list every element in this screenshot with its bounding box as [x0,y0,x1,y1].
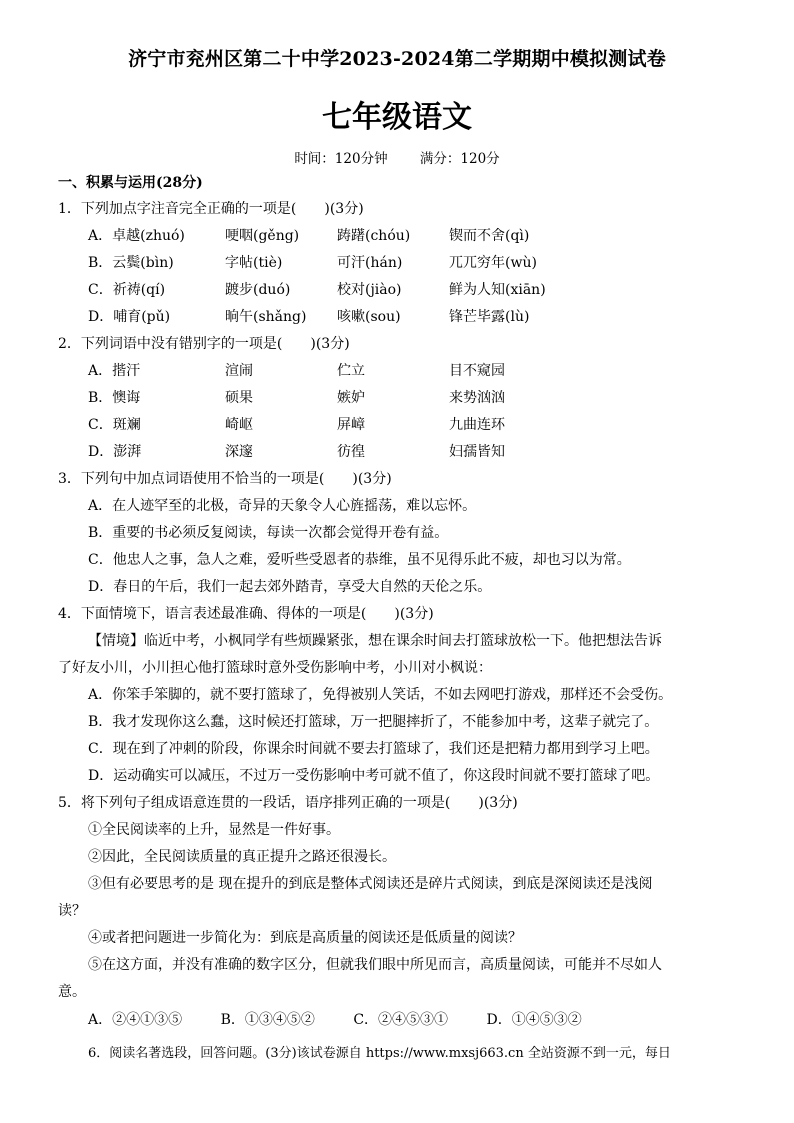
option-cell: 硕果 [225,390,253,406]
question-3-stem: 3．下列句中加点词语使用不恰当的一项是( )(3分) [58,471,392,487]
option-cell: 鲜为人知(xiān) [449,282,546,298]
exam-title: 济宁市兖州区第二十中学2023-2024第二学期期中模拟测试卷 [128,48,666,70]
option-cell: 锋芒毕露(lù) [449,309,530,325]
option-cell: 崎岖 [225,417,253,433]
question-6-stem: 6．阅读名著选段，回答问题。(3分) [88,1046,297,1061]
question-3-option: C．他忠人之事，急人之难，爱听些受恩者的恭维，虽不见得乐此不疲，却也习以为常。 [88,552,631,568]
option-cell: 踌躇(chóu) [337,228,411,244]
question-3-option: A．在人迹罕至的北极，奇异的天象令人心旌摇荡，难以忘怀。 [88,498,477,514]
question-5-sentence: ③但有必要思考的是 现在提升的到底是整体式阅读还是碎片式阅读，到底是深阅读还是浅阅 [88,876,653,892]
option-cell: D．哺育(pǔ) [88,309,171,325]
option-cell: 九曲连环 [449,417,505,433]
question-5-sentence: ①全民阅读率的上升，显然是一件好事。 [88,822,340,838]
question-1-stem: 1．下列加点字注音完全正确的一项是( )(3分) [58,201,364,217]
question-4-option: D．运动确实可以减压，不过万一受伤影响中考可就不值了，你这段时间就不要打篮球了吧。 [88,768,660,784]
option-cell: C．祈祷(qí) [88,282,166,298]
question-4-context: 了好友小川，小川担心他打篮球时意外受伤影响中考，小川对小枫说： [58,660,492,676]
option-cell: 嫉妒 [337,390,365,406]
question-5-sentence: ⑤在这方面，并没有准确的数字区分，但就我们眼中所见而言，高质量阅读，可能并不尽如人 [88,957,662,973]
question-4-option: B．我才发现你这么蠢，这时候还打篮球，万一把腿摔折了，不能参加中考，这辈子就完了。 [88,714,659,730]
option-cell: 晌午(shǎng) [225,309,307,325]
option-cell: 字帖(tiè) [225,255,283,271]
choice: C．②④⑤③① [353,1012,449,1028]
option-cell: 目不窥园 [449,363,505,379]
question-3-option: B．重要的书必须反复阅读，每读一次都会觉得开卷有益。 [88,525,449,541]
option-cell: 伫立 [337,363,365,379]
question-2-stem: 2．下列词语中没有错别字的一项是( )(3分) [58,336,350,352]
option-cell: B．云鬓(bìn) [88,255,174,271]
option-cell: 彷徨 [337,444,365,460]
section-heading: 一、积累与运用(28分) [58,175,203,191]
option-cell: 踱步(duó) [225,282,291,298]
option-cell: 咳嗽(sou) [337,309,401,325]
question-5-sentence: ④或者把问题进一步简化为：到底是高质量的阅读还是低质量的阅读？ [88,930,522,946]
option-cell: A．揩汗 [88,363,141,379]
question-5-choices [88,1010,616,1030]
option-cell: 哽咽(gěng) [225,228,300,244]
choice: A．②④①③⑤ [88,1012,183,1028]
exam-info [0,147,794,167]
question-4-stem: 4．下面情境下，语言表述最准确、得体的一项是( )(3分) [58,606,434,622]
exam-time: 时间：120分钟 [294,151,388,167]
question-5-sentence: ②因此，全民阅读质量的真正提升之路还很漫长。 [88,849,396,865]
option-cell: 渲闹 [225,363,253,379]
option-cell: B．懊诲 [88,390,141,406]
question-4-option: A．你笨手笨脚的，就不要打篮球了，免得被别人笑话，不如去网吧打游戏，那样还不会受伤。 [88,687,673,703]
option-cell: 可汗(hán) [337,255,403,271]
question-5-sentence: 读？ [58,903,86,919]
question-5-sentence: 意。 [58,984,86,1000]
question-6-line [88,1044,671,1064]
option-cell: 来势汹汹 [449,390,505,406]
option-cell: 校对(jiào) [337,282,402,298]
option-cell: 深邃 [225,444,253,460]
option-cell: 锲而不舍(qì) [449,228,530,244]
option-cell: 兀兀穷年(wù) [449,255,537,271]
source-watermark: 该试卷源自 https://www.mxsj663.cn 全站资源不到一元，每日 [296,1046,671,1061]
option-cell: 屏嶂 [337,417,365,433]
option-cell: 妇孺皆知 [449,444,505,460]
question-5-stem: 5．将下列句子组成语意连贯的一段话，语序排列正确的一项是( )(3分) [58,795,518,811]
choice: B．①③④⑤② [220,1012,315,1028]
choice: D．①④⑤③② [486,1012,582,1028]
option-cell: D．澎湃 [88,444,142,460]
question-3-option: D．春日的午后，我们一起去郊外踏青，享受大自然的天伦之乐。 [88,579,492,595]
question-4-option: C．现在到了冲刺的阶段，你课余时间就不要去打篮球了，我们还是把精力都用到学习上吧。 [88,741,659,757]
option-cell: A．卓越(zhuó) [88,228,185,244]
subject-heading: 七年级语文 [322,100,472,135]
exam-score: 满分：120分 [419,151,500,167]
question-4-context: 【情境】临近中考，小枫同学有些烦躁紧张，想在课余时间去打篮球放松一下。他把想法告诉 [88,633,662,649]
option-cell: C．斑斓 [88,417,141,433]
